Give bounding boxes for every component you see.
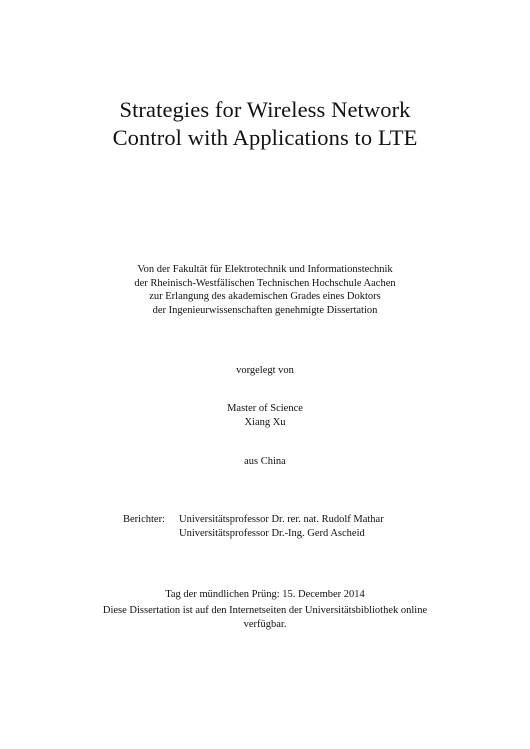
author-origin-text: aus China [244,456,286,467]
faculty-statement-line-4: der Ingenieurwissenschaften genehmigte Dissertation [152,304,378,316]
publication-note [0,604,530,631]
exam-date [0,588,530,602]
author-origin [0,455,530,469]
examiners-label: Berichter: [123,514,165,525]
presented-by-text: vorgelegt von [236,365,294,376]
author-degree: Master of Science [227,403,303,414]
examiner-first: Universitätsprofessor Dr. rer. nat. Rudolf Mathar [179,514,384,525]
faculty-statement-line-1: Von der Fakultät für Elektrotechnik und Informationstechnik [137,264,393,275]
dissertation-title [0,96,530,152]
examiner-second: Universitätsprofessor Dr.-Ing. Gerd Ascheid [179,527,365,539]
title-line-2: Control with Applications to LTE [112,125,418,150]
author-name: Xiang Xu [244,416,286,428]
title-line-1: Strategies for Wireless Network [119,97,411,122]
exam-date-text: Tag der mündlichen Prüng: 15. December 2014 [165,589,365,600]
examiners-block [123,513,384,540]
faculty-statement-line-3: zur Erlangung des akademischen Grades eines Doktors [149,291,381,302]
author-block [0,402,530,429]
faculty-statement [0,263,530,317]
publication-note-line-1: Diese Dissertation ist auf den Internetseiten der Universitätsbibliothek online [102,605,428,616]
publication-note-line-2: verfügbar. [243,618,287,630]
presented-by [0,364,530,378]
faculty-statement-line-2: der Rheinisch-Westfälischen Technischen Hochschule Aachen [134,277,396,289]
examiners-names [179,513,384,540]
